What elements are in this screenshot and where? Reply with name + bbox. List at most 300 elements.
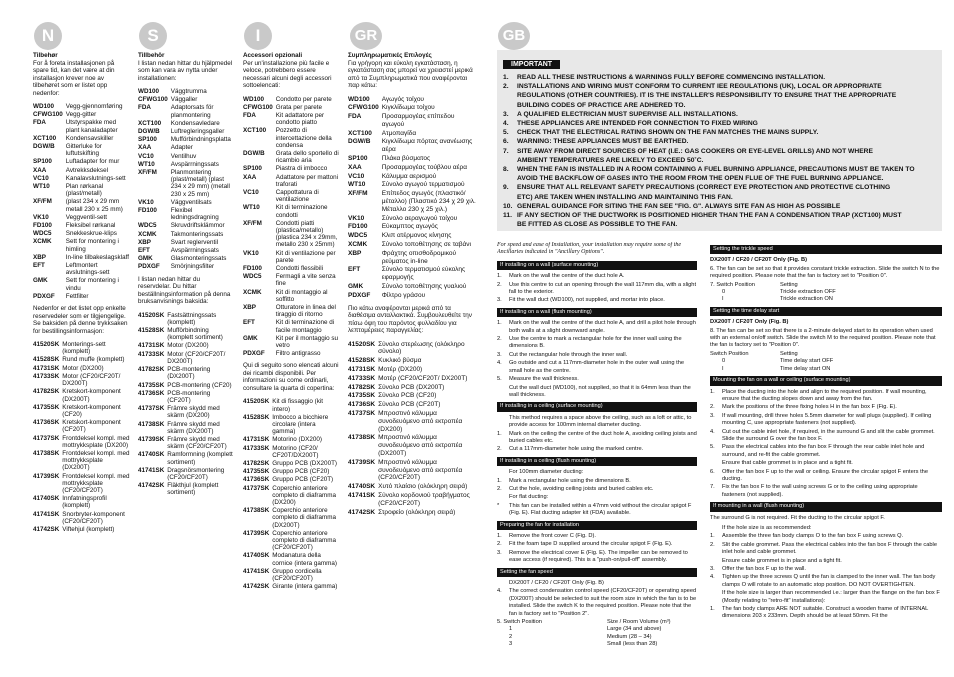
section-title: Preparing the fan for installation [497, 521, 697, 530]
table-row [33, 111, 131, 119]
part-description: Adaptorsats för planmontering [170, 104, 214, 119]
table-row [33, 473, 131, 496]
warning-item [503, 128, 936, 137]
step-item [497, 469, 697, 476]
table-row [33, 511, 131, 526]
part-code: XF/FM [348, 190, 368, 198]
step-number: 1. [710, 388, 715, 395]
part-code: 41520SK [33, 341, 60, 349]
step-number [710, 558, 722, 565]
step-item [497, 588, 697, 618]
part-description: Fermagli a vite senza fine [275, 273, 336, 288]
table-row [33, 230, 131, 238]
part-code: 41733SK [348, 374, 376, 382]
warning-item [503, 211, 936, 220]
part-description: Veggventil-sett [65, 213, 108, 221]
step-number: 5. [497, 376, 502, 383]
table-row [348, 434, 478, 458]
part-code: SP100 [348, 155, 368, 163]
step-item [710, 574, 942, 589]
table-row [138, 451, 234, 466]
lang-badge-norwegian: N [34, 22, 62, 50]
part-code: XF/FM [138, 169, 157, 177]
part-description: Gruppo PCB (CF20) [272, 468, 330, 476]
step-item [497, 446, 697, 453]
step-number [710, 525, 722, 532]
part-description: Kretskort-komponent (DX200T) [62, 388, 121, 403]
step-item [710, 566, 942, 573]
part-code: EFT [33, 262, 45, 270]
part-description: Väggventilsats [170, 198, 212, 206]
important-title: IMPORTANT [503, 60, 560, 69]
step-number [497, 469, 509, 476]
table-row [243, 485, 339, 508]
part-description: Gruppo PCB (CF20T) [272, 476, 334, 484]
step-text: Slit the cable grommet. Pass the electrical cables into the fan box F through the cable inlet hole and cable grommet. [722, 541, 937, 556]
table-row [33, 388, 131, 403]
section-steps [497, 580, 697, 618]
delay-model: DX200T / CF20T Only (Fig. B) [710, 319, 789, 326]
table-row [138, 128, 234, 136]
step-item [497, 478, 697, 485]
table-row [138, 222, 234, 230]
part-code: WT10 [138, 160, 155, 168]
part-code: GMK [348, 283, 364, 291]
warning-item [503, 202, 936, 211]
settings-value: Trickle extraction OFF [780, 289, 836, 296]
part-code: 41733SK [33, 372, 60, 380]
table-row [138, 231, 234, 239]
spares-intro: Πιο κάτω αναφέρονται μερικά από τα διαθέσιμα ανταλλακτικά. Συμβουλευθείτε την πίσω όψη του παρόντος φυλλαδίου για λεπτομέρειες παραγγελίας: [348, 304, 472, 335]
part-code: CFWG100 [138, 96, 168, 104]
settings-value: Medium (28 – 34) [607, 633, 652, 640]
step-item [710, 444, 942, 459]
part-code: WD100 [348, 95, 370, 103]
trickle-text: 6. The fan can be set so that it provides constant trickle extraction. Slide the switch N to the required position. Please note that the fan is factory set to "Position 0". [710, 265, 940, 280]
table-row [243, 250, 339, 265]
part-description: Mufförbindning (komplett sortiment) [167, 327, 223, 342]
part-description: Adapter [170, 144, 193, 152]
part-description: Kit di montaggio al soffitto [275, 288, 328, 303]
step-number: 3. [497, 297, 502, 304]
part-description: Gruppo PCB (DX200T) [272, 460, 338, 468]
part-code: XCT100 [33, 134, 57, 142]
table-row [33, 222, 131, 230]
step-item [497, 273, 697, 280]
table-row [348, 241, 478, 250]
part-code: SP100 [243, 165, 262, 173]
table-row [243, 265, 339, 273]
part-description: Främre skydd med skärm (DX200) [167, 405, 220, 420]
step-text: Mark a rectangular hole using the dimensions B. [509, 477, 631, 484]
step-item [710, 413, 942, 428]
step-item [497, 360, 697, 375]
step-item [710, 469, 942, 484]
step-number [710, 590, 722, 605]
part-code: DGW/B [33, 143, 55, 151]
step-number: 2. [497, 541, 502, 548]
table-row [243, 398, 339, 413]
table-row [138, 263, 234, 271]
settings-value: Time delay start ON [780, 365, 831, 372]
part-description: Motor (DX200) [62, 364, 104, 372]
part-description: Glasmonteringssats [170, 255, 227, 263]
part-description: Condotto per parete [275, 95, 332, 103]
part-code: 41782SK [33, 388, 60, 396]
part-code: 41738SK [138, 420, 165, 428]
warning-item [503, 91, 936, 100]
table-row [243, 568, 339, 583]
step-text: This fan can be installed within a 47mm void without the circular spigot F (Fig. E). Flat ducting adapter kit (FDA) available. [509, 502, 692, 517]
settings-row [710, 366, 942, 373]
step-item [710, 542, 942, 557]
table-row [33, 450, 131, 473]
settings-position: I [722, 296, 724, 303]
part-code: 41740SK [348, 483, 376, 491]
table-row [33, 143, 131, 158]
step-text: If the hole size is larger than recommended i.e.: larger than the flange on the fan box F (Mostly relating to "retro-fit" installations): [722, 590, 940, 604]
part-description: PCB-montering (DX200T) [167, 366, 211, 381]
part-description: In-line tilbakeslagsklaff [65, 253, 129, 261]
accessory-list [243, 96, 339, 359]
part-code: SP100 [138, 136, 157, 144]
table-row [348, 392, 478, 401]
part-code: WD100 [33, 103, 54, 110]
part-description: Dragsnörsmontering (CF20/CF20T) [167, 466, 225, 481]
table-row [243, 289, 339, 304]
part-description: Σύνολο στερέωσης (ολόκληρο σύνολο) [378, 340, 465, 356]
part-description: Fläkthjul (komplett sortiment) [167, 482, 219, 497]
part-code: 41520SK [138, 311, 165, 319]
part-code: CFWG100 [348, 104, 379, 112]
step-text: Cut the rectangular hole through the inner wall. [509, 351, 628, 358]
part-description: Kretskort-komponent (CF20T) [62, 419, 121, 434]
part-code: VK10 [243, 249, 259, 257]
step-number: 7. [710, 484, 715, 491]
table-row [138, 327, 234, 342]
step-text: Mark on the wall the centre of the duct hole A. [509, 273, 625, 280]
step-item [710, 558, 942, 565]
part-description: Piastra di imbocco [275, 165, 328, 173]
table-row [243, 350, 339, 358]
step-text: Assemble the three fan body clamps O to the fan box F using screws Q. [722, 533, 904, 540]
table-row [33, 198, 131, 213]
table-row [138, 88, 234, 96]
lang-badge-english: GB [498, 22, 530, 50]
step-item [497, 282, 697, 297]
step-item [497, 336, 697, 351]
part-description: Σύνολο κορδονιού τραβήγματος (CF20/CF20T) [378, 491, 470, 507]
step-text: Use this centre to cut an opening through the wall 117mm dia, with a slight fall to the exterior. [509, 281, 697, 296]
table-row [348, 190, 478, 214]
step-number: 3. [710, 566, 715, 573]
table-row [33, 119, 131, 134]
settings-row [497, 626, 697, 633]
part-code: EFT [138, 247, 150, 255]
part-description: Αγωγός τοίχου [381, 95, 424, 103]
lang-badge-italian: I [244, 22, 272, 50]
step-text: For 100mm diameter ducting: [509, 469, 584, 476]
table-row [348, 250, 478, 267]
table-row [243, 583, 339, 591]
part-code: SP100 [33, 158, 52, 166]
section-title: If installing in a ceiling (flush mounting) [497, 457, 697, 466]
section-heading: Accessori opzionali [243, 52, 303, 59]
settings-row [497, 634, 697, 641]
step-text: Cut the hole, avoiding ceiling joists and buried cables etc. [509, 485, 654, 492]
settings-row [710, 358, 942, 365]
part-code: DGW/B [348, 138, 371, 146]
warning-text: THESE APPLIANCES ARE INTENDED FOR CONNECTION TO FIXED WIRING [517, 120, 758, 128]
table-row [243, 445, 339, 460]
table-row [138, 421, 234, 436]
delay-title: Setting the time delay start [710, 307, 942, 316]
part-description: Vegg-gitter [65, 111, 97, 119]
part-code: 41741SK [348, 491, 376, 499]
part-description: Frontdeksel kompl. med mottrykksplate (DX200) [62, 434, 130, 449]
part-description: Κιγκλίδωμα πόρτας ανανέωσης αέρα [381, 138, 473, 154]
table-row [243, 174, 339, 189]
table-row [348, 459, 478, 483]
important-warnings-box [497, 50, 942, 231]
table-row [243, 414, 339, 437]
step-text: Mark the positions of the three fixing holes H in the fan box F (Fig. E). [722, 404, 897, 411]
warning-text: WHEN THE FAN IS INSTALLED IN A ROOM CONTAINING A FUEL BURNING APPLIANCE, PRECAUTIONS MUST BE TAKEN TO [517, 166, 915, 174]
part-description: Ventilhuv [170, 152, 197, 160]
norwegian-column [33, 52, 131, 534]
part-description: Grata dello sportello di ricambio aria [275, 149, 339, 165]
part-description: Smörjningsfilter [170, 263, 215, 271]
part-description: Kit adattatore per condotto piatto [275, 111, 325, 127]
warning-number: 10. [503, 202, 513, 210]
part-description: Motor (CF20/CF20T/ DX200T) [167, 350, 226, 365]
part-description: Avspärrningssats [170, 160, 219, 168]
table-row [33, 183, 131, 198]
intro-text: Για γρήγορη και εύκολη εγκατάσταση, η εγκατάσταση σας μπορεί να χρειαστεί μερικά από τα Συμπληρωματικά που αναφέρονται παρ κάτω: [348, 59, 473, 89]
step-text: If the hole size is as recommended: [722, 525, 812, 531]
part-description: Girante (intera gamma) [272, 583, 338, 591]
part-description: Gitterluke for luftutskifting [65, 143, 102, 158]
spares-list [243, 398, 339, 591]
part-description: Εύκαμπτος αγωγός [381, 223, 438, 231]
step-text: Remove the front cover C (Fig. D). [509, 533, 596, 539]
table-row [243, 165, 339, 173]
part-code: WT10 [243, 204, 260, 212]
table-row [243, 436, 339, 444]
table-row [138, 351, 234, 366]
table-row [138, 104, 234, 119]
table-row [348, 138, 478, 155]
warning-item [503, 165, 936, 174]
step-number [497, 415, 509, 430]
table-row [138, 255, 234, 263]
warning-item [503, 137, 936, 146]
warning-text: READ ALL THESE INSTRUCTIONS & WARNINGS FULLY BEFORE COMMENCING INSTALLATION. [517, 74, 826, 81]
step-item [497, 385, 697, 400]
table-row [348, 164, 478, 173]
part-code: 41738SK [243, 507, 270, 515]
warning-item [503, 110, 936, 119]
table-row [243, 319, 339, 334]
part-description: Κιγκλίδωμα τοίχου [381, 104, 435, 112]
warning-number [503, 174, 517, 183]
step-number [497, 385, 509, 400]
part-description: Κάλυμμα αερισμού [381, 172, 437, 180]
table-row [33, 214, 131, 222]
warning-item [503, 156, 936, 165]
warning-item [503, 220, 936, 229]
step-number: 4. [497, 360, 502, 367]
part-description: Kit di terminazione di facile montaggio [275, 319, 335, 334]
part-code: 41735SK [138, 381, 165, 389]
part-code: XCMK [243, 288, 262, 296]
warning-text: BE FITTED AS CLOSE AS POSSIBLE TO THE FAN. [517, 221, 678, 229]
part-description: Πλάκα βύσματος [381, 155, 431, 163]
window-text: The surround G is not required. Fit the ducting to the circular spigot F. [710, 514, 885, 521]
spares-intro: I listan nedan hittar du reservdelar. Du hittar beställningsinformation på denna bruksanvisnings baksida: [138, 275, 231, 306]
part-description: Σύνολο αγωγού τερματισμού [381, 181, 465, 189]
step-number: 1. [497, 533, 502, 539]
table-row [243, 112, 339, 127]
part-description: Condotti flessibili [275, 264, 323, 272]
part-code: EFT [243, 319, 255, 327]
window-title: If mounting in a wall (flush mounting) [710, 502, 942, 511]
part-description: Σύνολο τοποθέτησης γυαλιού [381, 283, 467, 291]
part-description: Avspärrningssats [170, 247, 219, 255]
table-row [33, 103, 131, 111]
section-steps [497, 415, 697, 454]
settings-position: I [722, 365, 724, 372]
part-code: 41736SK [348, 401, 376, 409]
part-code: 41736SK [33, 419, 60, 427]
step-item [497, 486, 697, 493]
step-text: For flat ducting: [509, 494, 549, 501]
part-description: Σύνολο αεραγωγού τοίχου [381, 214, 458, 222]
part-code: 41528SK [138, 327, 165, 335]
part-code: 41735SK [243, 468, 270, 476]
step-number: 3. [497, 549, 502, 556]
part-code: FDA [243, 111, 256, 119]
part-code: 41739SK [348, 458, 376, 466]
part-description: Kanalavslutnings-sett [65, 174, 126, 182]
part-description: Fastsättningssats (komplett) [167, 311, 217, 326]
section-heading: Συμπληρωματικές Επιλογές [348, 52, 432, 59]
part-description: Στροφείο (ολόκληρη σειρά) [378, 508, 456, 516]
table-row [138, 96, 234, 104]
step-text: Measure the wall thickness. [509, 376, 579, 383]
part-code: 41528SK [33, 356, 60, 364]
step-number: 2. [710, 404, 715, 411]
warning-text: SITE AWAY FROM DIRECT SOURCES OF HEAT (I.E.: GAS COOKERS OR EYE-LEVEL GRILLS) AND NOT WHERE [517, 147, 873, 155]
part-code: WDC5 [33, 230, 52, 238]
part-code: WDC5 [138, 222, 157, 230]
table-row [138, 169, 234, 199]
table-row [243, 104, 339, 112]
warning-number [503, 156, 517, 165]
part-description: Προσαρμογέας επίπεδου αγωγού [381, 113, 455, 128]
table-row [348, 223, 478, 232]
part-description: Snekkeskrue-klips [65, 230, 117, 238]
part-description: Φράχτης οπισθοδρομικού ρεύματος in-line [381, 249, 457, 265]
warning-number [503, 220, 517, 229]
settings-header-col: Setting [780, 281, 798, 288]
section-title: If installing in a ceiling (surface mounting) [497, 402, 697, 411]
table-row [33, 135, 131, 143]
part-description: Kit di fissaggio (kit intero) [272, 398, 324, 413]
part-description: Ατμοπαγίδα [381, 129, 417, 137]
part-code: 41733SK [243, 444, 270, 452]
warning-item [503, 73, 936, 82]
part-code: 41735SK [33, 403, 60, 411]
settings-value: Small (less than 28) [607, 641, 658, 648]
warning-text: INSTALLATIONS AND WIRING MUST CONFORM TO CURRENT IEE REGULATIONS (UK), LOCAL OR APPROPRIATE [517, 83, 882, 91]
table-row [33, 419, 131, 434]
table-row [33, 254, 131, 262]
table-row [138, 207, 234, 222]
spares-list [138, 312, 234, 498]
spares-intro: Nedenfor er det listet opp enkelte reservedeler som er tilgjengelige. Se baksiden på denne trykksaken for bestillingsinformasjon: [33, 305, 128, 335]
lang-badge-greek: GR [350, 22, 382, 50]
table-row [243, 476, 339, 484]
part-description: Kretskort-komponent (CF20) [62, 403, 121, 418]
part-code: XCT100 [243, 127, 267, 135]
part-code: 41733SK [138, 350, 165, 358]
step-number: 2. [497, 446, 502, 453]
table-row [348, 483, 478, 492]
part-code: 41782SK [243, 460, 270, 468]
swedish-column [138, 52, 234, 498]
settings-position: 0 [722, 358, 726, 365]
part-code: 41737SK [348, 410, 376, 417]
settings-header-col: 5. Switch Position [497, 619, 542, 626]
warning-text: ETC) ARE TAKEN WHEN INSTALLING AND MAINTAINING THIS FAN. [517, 193, 733, 201]
step-number: 6. [710, 468, 715, 475]
step-text: Mark on the wall the centre of the duct hole A, and drill a pilot hole through both walls at a slight downward angle. [509, 320, 696, 334]
part-code: VC10 [138, 152, 154, 160]
table-row [138, 239, 234, 247]
warning-number: 7. [503, 147, 509, 155]
table-row [33, 373, 131, 388]
part-description: Σύνολο τερματισμού εύκολης εφαρμογής [381, 266, 466, 282]
step-text: Pass the electrical cables into the fan box F through the rear cable inlet hole and surround, and re-fit the cable grommet. [722, 444, 925, 458]
part-code: PDXGF [348, 291, 371, 299]
part-code: VC10 [243, 188, 259, 196]
part-description: Väggtrumma [170, 88, 207, 95]
step-number: * [497, 502, 500, 509]
part-description: Filtro antigrasso [275, 350, 321, 358]
step-item [497, 431, 697, 446]
intro-text: I listan nedan hittar du hjälpmedel som kan vara av nytta under installationen: [138, 59, 233, 82]
part-description: Modanatura della cornice (intera gamma) [272, 552, 338, 567]
table-row [33, 293, 131, 301]
part-description: Condotti piatti (plastica/metallo) (plastica 234 x 29mm, metallo 230 x 25mm) [275, 219, 338, 249]
part-description: Sett for montering i vindu [65, 277, 119, 292]
step-text: The fan body clamps ARE NOT suitable. Construct a wooden frame of INTERNAL dimensions 203 x 233mm. Depth should be at least 50mm. Fit the [722, 606, 929, 620]
part-code: XCT100 [348, 129, 372, 137]
part-code: 41782SK [138, 366, 165, 374]
settings-header-col: Size / Room Volume (m³) [607, 619, 671, 626]
part-code: VC10 [348, 172, 365, 180]
part-code: GMK [33, 277, 48, 285]
table-row [33, 526, 131, 534]
part-description: PCB-montering (CF20T) [167, 389, 211, 404]
flush-steps [710, 525, 942, 621]
part-code: FDA [138, 104, 151, 112]
table-row [243, 127, 339, 150]
part-description: Takmonteringssats [170, 230, 224, 238]
italian-column [243, 52, 339, 591]
part-code: 41741SK [243, 567, 270, 575]
